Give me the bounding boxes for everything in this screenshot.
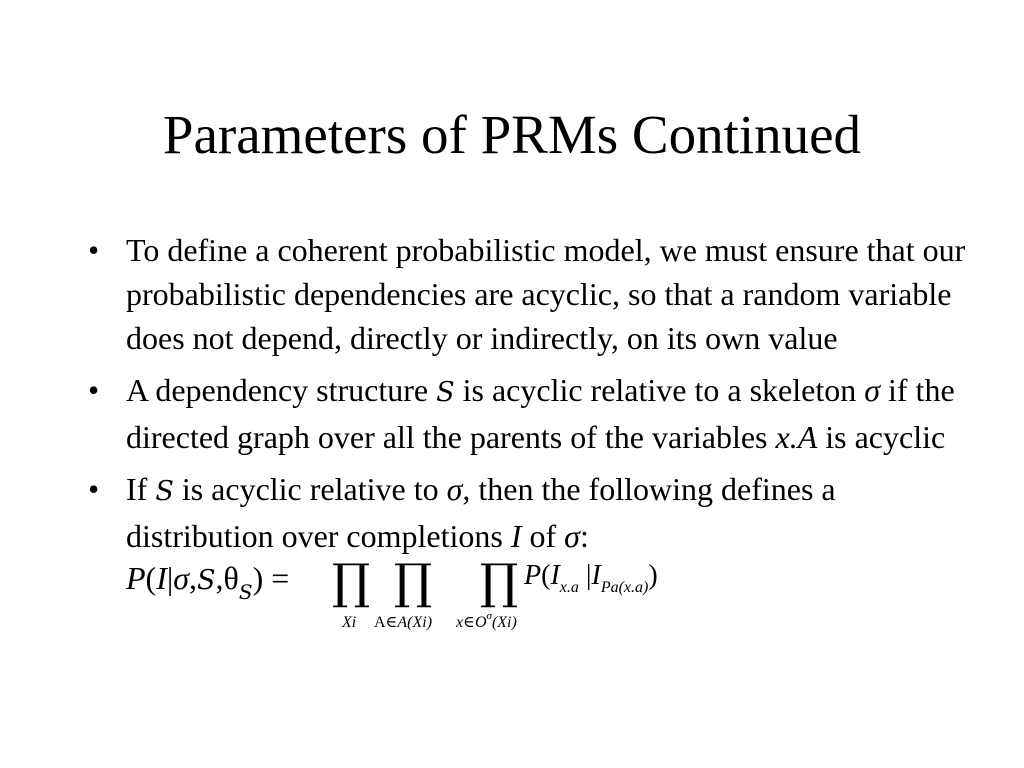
product-3-subscript: $x\in O^\sigma(Xi)$ — [456, 610, 517, 631]
symbol-sigma: σ — [446, 471, 463, 507]
product-symbol-3: ∏ — [480, 554, 519, 610]
formula-S: S — [197, 565, 216, 596]
bullet-text-part: A dependency structure — [126, 372, 437, 408]
formula-bar: | — [166, 560, 174, 596]
slide-title: Parameters of PRMs Continued — [162, 104, 862, 165]
formula-paren: ( — [145, 560, 157, 596]
bullet-text-part: if the directed graph over all the parents of the variables — [126, 372, 955, 455]
symbol-sigma: σ — [864, 372, 880, 408]
formula-equals: = — [263, 560, 290, 596]
product-2-subscript: A∈A(Xi) — [374, 614, 433, 631]
bullet-dot-icon: • — [88, 471, 100, 507]
product-symbol-2: ∏ — [394, 554, 433, 610]
formula-P: P — [126, 560, 146, 596]
symbol-sigma: σ — [564, 518, 580, 554]
distribution-formula — [126, 554, 968, 648]
conditional-probability-term: $P(I_{x.a}$ $|I_{Pa(x.a)}$) — [524, 560, 658, 596]
product-1-subscript: Xi — [342, 614, 357, 631]
bullet-text-part: is acyclic relative to a skeleton — [454, 372, 865, 408]
bullet-dot-icon: • — [88, 372, 100, 408]
formula-I: I — [156, 560, 167, 596]
bullet-text-part: is acyclic relative to — [173, 471, 447, 507]
formula-lhs — [126, 556, 289, 604]
symbol-S: S — [436, 377, 455, 408]
bullet-text: To define a coherent probabilistic model, we must ensure that our probabilistic dependencies are acyclic, so that a random variable does not depend, directly or indirectly, on its own value — [126, 232, 966, 356]
bullet-list — [88, 228, 968, 656]
bullet-item-1 — [88, 228, 968, 360]
bullet-text-part: of — [521, 518, 565, 554]
bullet-item-2 — [88, 368, 968, 459]
bullet-text-part: If — [126, 471, 156, 507]
symbol-xA: x.A — [775, 419, 818, 455]
bullet-text-part: , then the following defines a distribution over completions — [126, 471, 836, 554]
formula-paren: ) — [252, 560, 264, 596]
bullet-text-part: is acyclic — [817, 419, 946, 455]
bullet-dot-icon: • — [88, 232, 100, 268]
formula-sigma: σ — [173, 560, 190, 596]
formula-theta: θ — [223, 560, 239, 596]
formula-theta-subscript: S — [238, 580, 253, 604]
formula-comma: , — [189, 560, 198, 596]
symbol-S: S — [155, 476, 174, 507]
bullet-text-part: : — [579, 518, 589, 554]
symbol-I: I — [510, 518, 522, 554]
product-symbol-1: ∏ — [332, 554, 371, 610]
formula-comma: , — [215, 560, 224, 596]
bullet-item-3 — [88, 467, 968, 648]
